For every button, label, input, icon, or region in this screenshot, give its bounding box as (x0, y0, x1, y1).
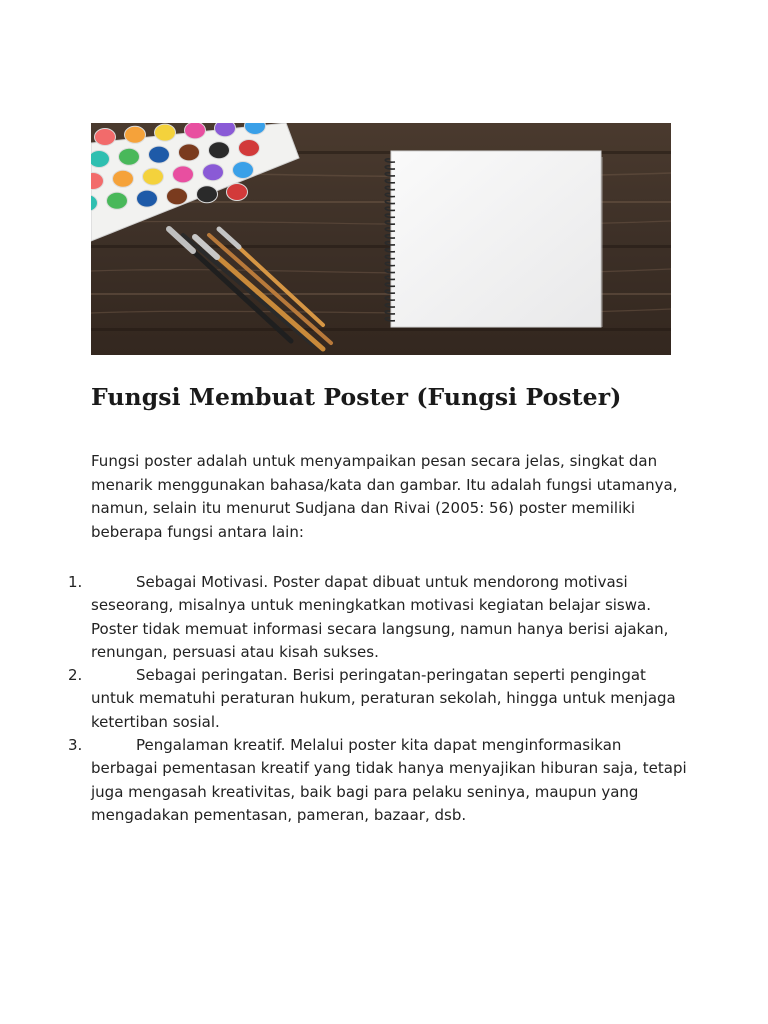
paint-well (155, 124, 176, 141)
list-number: 3. (68, 736, 83, 755)
paint-well (227, 184, 248, 201)
hero-image (91, 123, 671, 355)
paint-well (91, 151, 110, 168)
paint-well (167, 188, 188, 205)
paint-well (197, 186, 218, 203)
paint-well (119, 148, 140, 165)
list-number: 1. (68, 573, 83, 591)
sketchbook (385, 151, 603, 327)
paint-well (137, 190, 158, 207)
paint-well (185, 123, 206, 139)
paint-well (107, 192, 128, 209)
paint-well (203, 164, 224, 181)
paint-well (239, 140, 260, 157)
page-title: Fungsi Membuat Poster (Fungsi Poster) (91, 383, 622, 411)
intro-paragraph: Fungsi poster adalah untuk menyampaikan pesan secara jelas, singkat dan menarik menggunakan bahasa/kata dan gambar. Itu adalah fungsi utamanya, namun, selain itu menurut Sudjana dan Rivai (2005: 56) poster memiliki beberapa fungsi antara lain: (91, 452, 678, 542)
paint-well (233, 162, 254, 179)
list-item-text: Sebagai Motivasi. Poster dapat dibuat untuk mendorong motivasi seseorang, misalnya untuk meningkatkan motivasi kegiatan belajar siswa. Poster tidak memuat informasi secara langsung, namun hanya berisi ajakan, renungan, persuasi atau kisah sukses. (91, 573, 669, 661)
paint-well (209, 142, 230, 159)
list-item (0, 734, 768, 827)
list-number: 2. (68, 666, 83, 685)
list-item-text: Pengalaman kreatif. Melalui poster kita dapat menginformasikan berbagai pementasan kreatif yang tidak hanya menyajikan hiburan saja, tetapi juga mengasah kreativitas, baik bagi para pelaku seninya, maupun yang mengadakan pementasan, pameran, bazaar, dsb. (91, 736, 687, 824)
paint-well (125, 126, 146, 143)
list-item-text: Sebagai peringatan. Berisi peringatan-peringatan seperti pengingat untuk mematuhi peraturan hukum, peraturan sekolah, hingga untuk menjaga ketertiban sosial. (91, 666, 676, 731)
paint-well (143, 168, 164, 185)
paint-well (215, 123, 236, 137)
list-item (0, 664, 768, 734)
paint-well (95, 129, 116, 146)
function-list (0, 571, 768, 827)
paint-well (113, 170, 134, 187)
paint-well (149, 146, 170, 163)
paint-well (173, 166, 194, 183)
list-item (0, 571, 768, 664)
paint-well (179, 144, 200, 161)
